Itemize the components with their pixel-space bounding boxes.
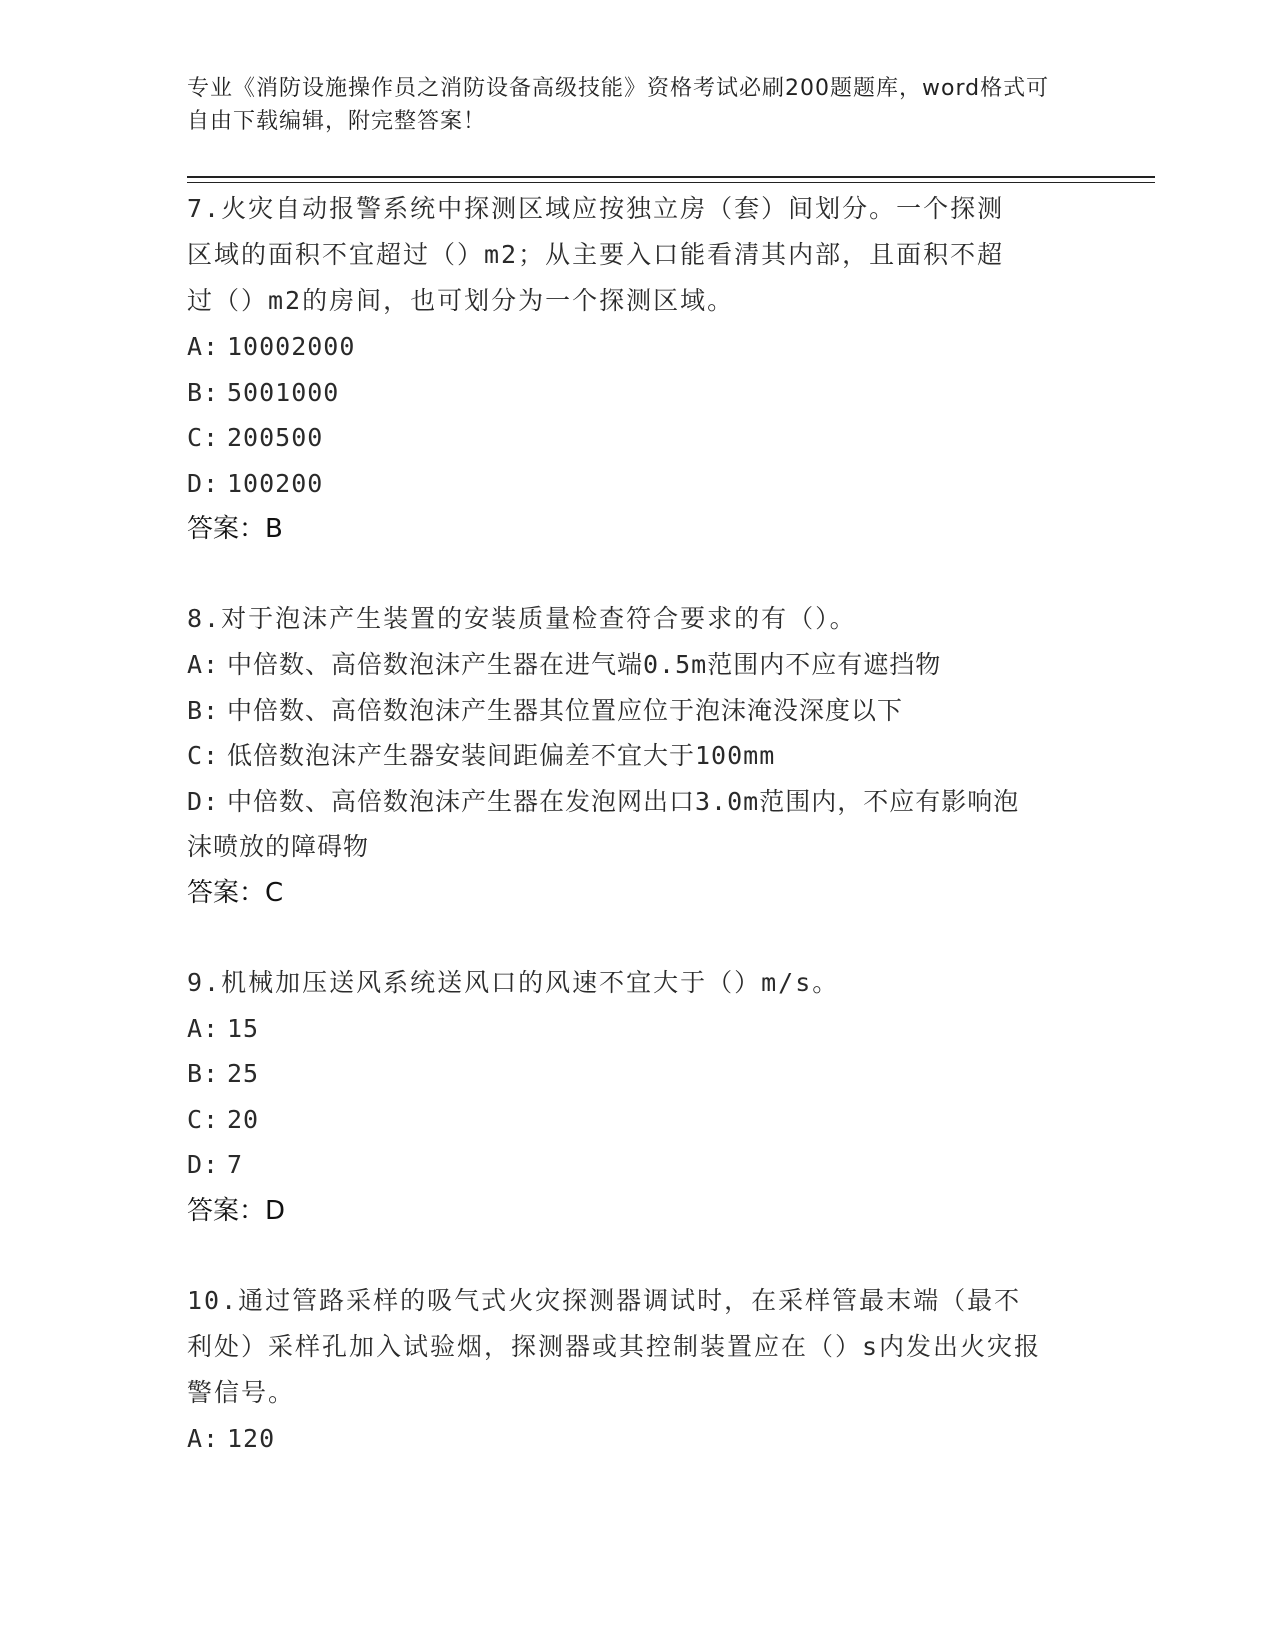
question-stem: 9.机械加压送风系统送风口的风速不宜大于（）m/s。 bbox=[187, 967, 840, 997]
option-label: A: bbox=[187, 650, 220, 679]
option-text: 5001000 bbox=[227, 377, 340, 407]
option-label: A: bbox=[187, 1013, 220, 1043]
option-label: A: bbox=[187, 1423, 220, 1453]
question-list bbox=[187, 186, 1087, 1505]
option-c bbox=[187, 415, 1087, 461]
question-8 bbox=[187, 596, 1087, 916]
option-text: 20 bbox=[227, 1104, 260, 1134]
option-a bbox=[187, 324, 1087, 370]
option-b bbox=[187, 688, 1087, 734]
option-text: 低倍数泡沫产生器安装间距偏差不宜大于100mm bbox=[227, 741, 776, 770]
header-divider-thin bbox=[187, 182, 1155, 183]
option-d bbox=[187, 779, 1022, 870]
option-label: C: bbox=[187, 423, 220, 452]
option-d bbox=[187, 461, 1087, 507]
question-stem: 7.火灾自动报警系统中探测区域应按独立房（套）间划分。一个探测区域的面积不宜超过（）m2；从主要入口能看清其内部，且面积不超过（）m2的房间，也可划分为一个探测区域。 bbox=[187, 194, 1005, 315]
option-a bbox=[187, 1416, 1087, 1462]
option-label: C: bbox=[187, 741, 220, 770]
option-a bbox=[187, 642, 1087, 688]
option-d bbox=[187, 1142, 1087, 1188]
option-label: D: bbox=[187, 468, 220, 498]
option-label: D: bbox=[187, 1150, 220, 1179]
option-b bbox=[187, 1051, 1087, 1097]
option-label: B: bbox=[187, 695, 220, 725]
option-text: 中倍数、高倍数泡沫产生器在进气端0.5m范围内不应有遮挡物 bbox=[227, 650, 942, 679]
answer-line: 答案：B bbox=[187, 514, 283, 544]
answer-line: 答案：D bbox=[187, 1195, 286, 1226]
option-label: C: bbox=[187, 1104, 220, 1134]
question-10 bbox=[187, 1278, 1087, 1462]
option-b bbox=[187, 370, 1087, 416]
option-text: 10002000 bbox=[227, 332, 356, 361]
option-text: 中倍数、高倍数泡沫产生器在发泡网出口3.0m范围内，不应有影响泡沫喷放的障碍物 bbox=[187, 786, 1020, 861]
question-9 bbox=[187, 960, 1087, 1234]
document-header: 专业《消防设施操作员之消防设备高级技能》资格考试必刷200题题库，word格式可自由下载编辑，附完整答案！ bbox=[187, 76, 1050, 134]
option-text: 120 bbox=[227, 1423, 276, 1453]
question-stem: 10.通过管路采样的吸气式火灾探测器调试时，在采样管最末端（最不利处）采样孔加入试验烟，探测器或其控制装置应在（）s内发出火灾报警信号。 bbox=[187, 1285, 1042, 1407]
answer-line: 答案：C bbox=[187, 877, 284, 908]
option-label: B: bbox=[187, 377, 220, 407]
question-stem: 8.对于泡沫产生装置的安装质量检查符合要求的有（）。 bbox=[187, 604, 857, 633]
option-label: A: bbox=[187, 332, 220, 361]
option-text: 中倍数、高倍数泡沫产生器其位置应位于泡沫淹没深度以下 bbox=[227, 695, 904, 725]
question-7 bbox=[187, 186, 1087, 552]
option-a bbox=[187, 1006, 1087, 1052]
option-text: 15 bbox=[227, 1013, 260, 1043]
option-label: D: bbox=[187, 786, 220, 816]
option-text: 25 bbox=[227, 1059, 260, 1088]
option-c bbox=[187, 733, 1087, 779]
option-text: 100200 bbox=[227, 468, 324, 498]
option-c bbox=[187, 1097, 1087, 1143]
header-divider-thick bbox=[187, 176, 1155, 178]
option-text: 200500 bbox=[227, 423, 324, 452]
option-text: 7 bbox=[227, 1150, 244, 1179]
option-label: B: bbox=[187, 1059, 220, 1088]
